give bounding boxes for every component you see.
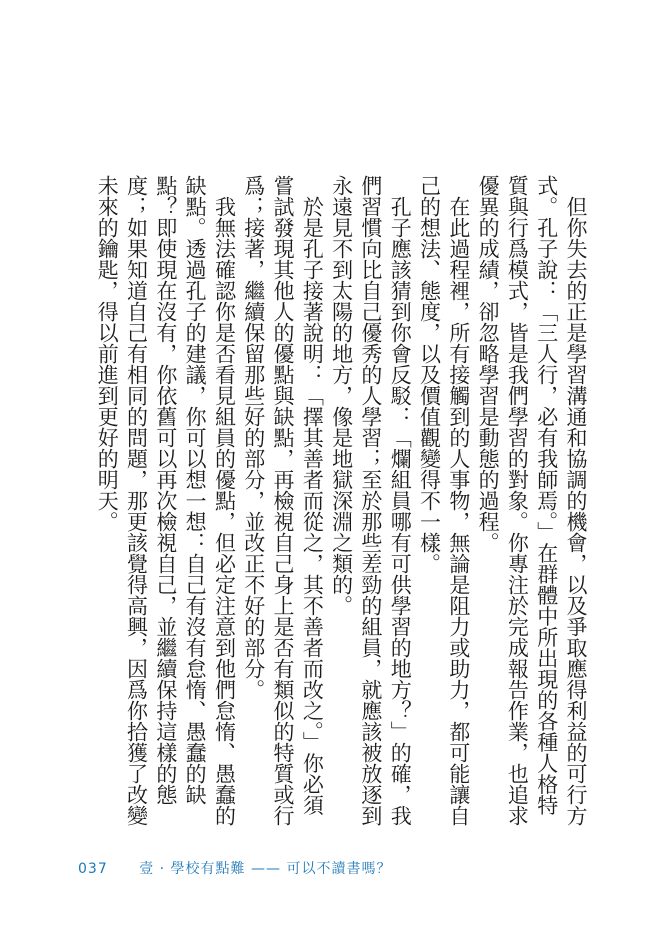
running-title: 壹 · 學校有點難 —— 可以不讀書嗎？ [139, 861, 392, 877]
paragraph-4: 於是孔子接著說明：「擇其善者而從之，其不善者而改之。」你必須嘗試發現其他人的優點與缺點，再檢視自己身上是否有類似的特質或行爲；接著，繼續保留那些好的部分，並改正不好的部分。 [241, 175, 325, 826]
vertical-text-body [78, 175, 590, 835]
paragraph-3: 孔子應該猜到你會反駁：「爛組員哪有可供學習的地方？」的確，我們習慣向比自己優秀的人學習；至於那些差勁的組員，就應該被放逐到永遠見不到太陽的地方，像是地獄深淵之類的。 [329, 175, 413, 826]
paragraph-1: 但你失去的正是學習溝通和協調的機會，以及爭取應得利益的可行方式。孔子說：「三人行，必有我師焉。」在群體中所出現的各種人格特質與行爲模式，皆是我們學習的對象。你專注於完成報告作業，也追求優異的成績，卻忽略學習是動態的過程。 [476, 175, 588, 826]
page-number: 037 [78, 861, 108, 877]
paragraph-2: 在此過程裡，所有接觸到的人事物，無論是阻力或助力，都可能讓自己的想法、態度，以及價值觀變得不一樣。 [417, 175, 471, 826]
page-footer [78, 858, 391, 878]
paragraph-5: 我無法確認你是否看見組員的優點，但必定注意到他們怠惰、愚蠢的缺點。透過孔子的建議，你可以想一想：自己有沒有怠惰、愚蠢的缺點？即使現在沒有，你依舊可以再次檢視自己，並繼續保持這樣的態度；如果知道自己有相同的問題，那更該覺得高興，因爲你拾獲了改變未來的鑰匙，得以前進到更好的明天。 [95, 175, 237, 826]
